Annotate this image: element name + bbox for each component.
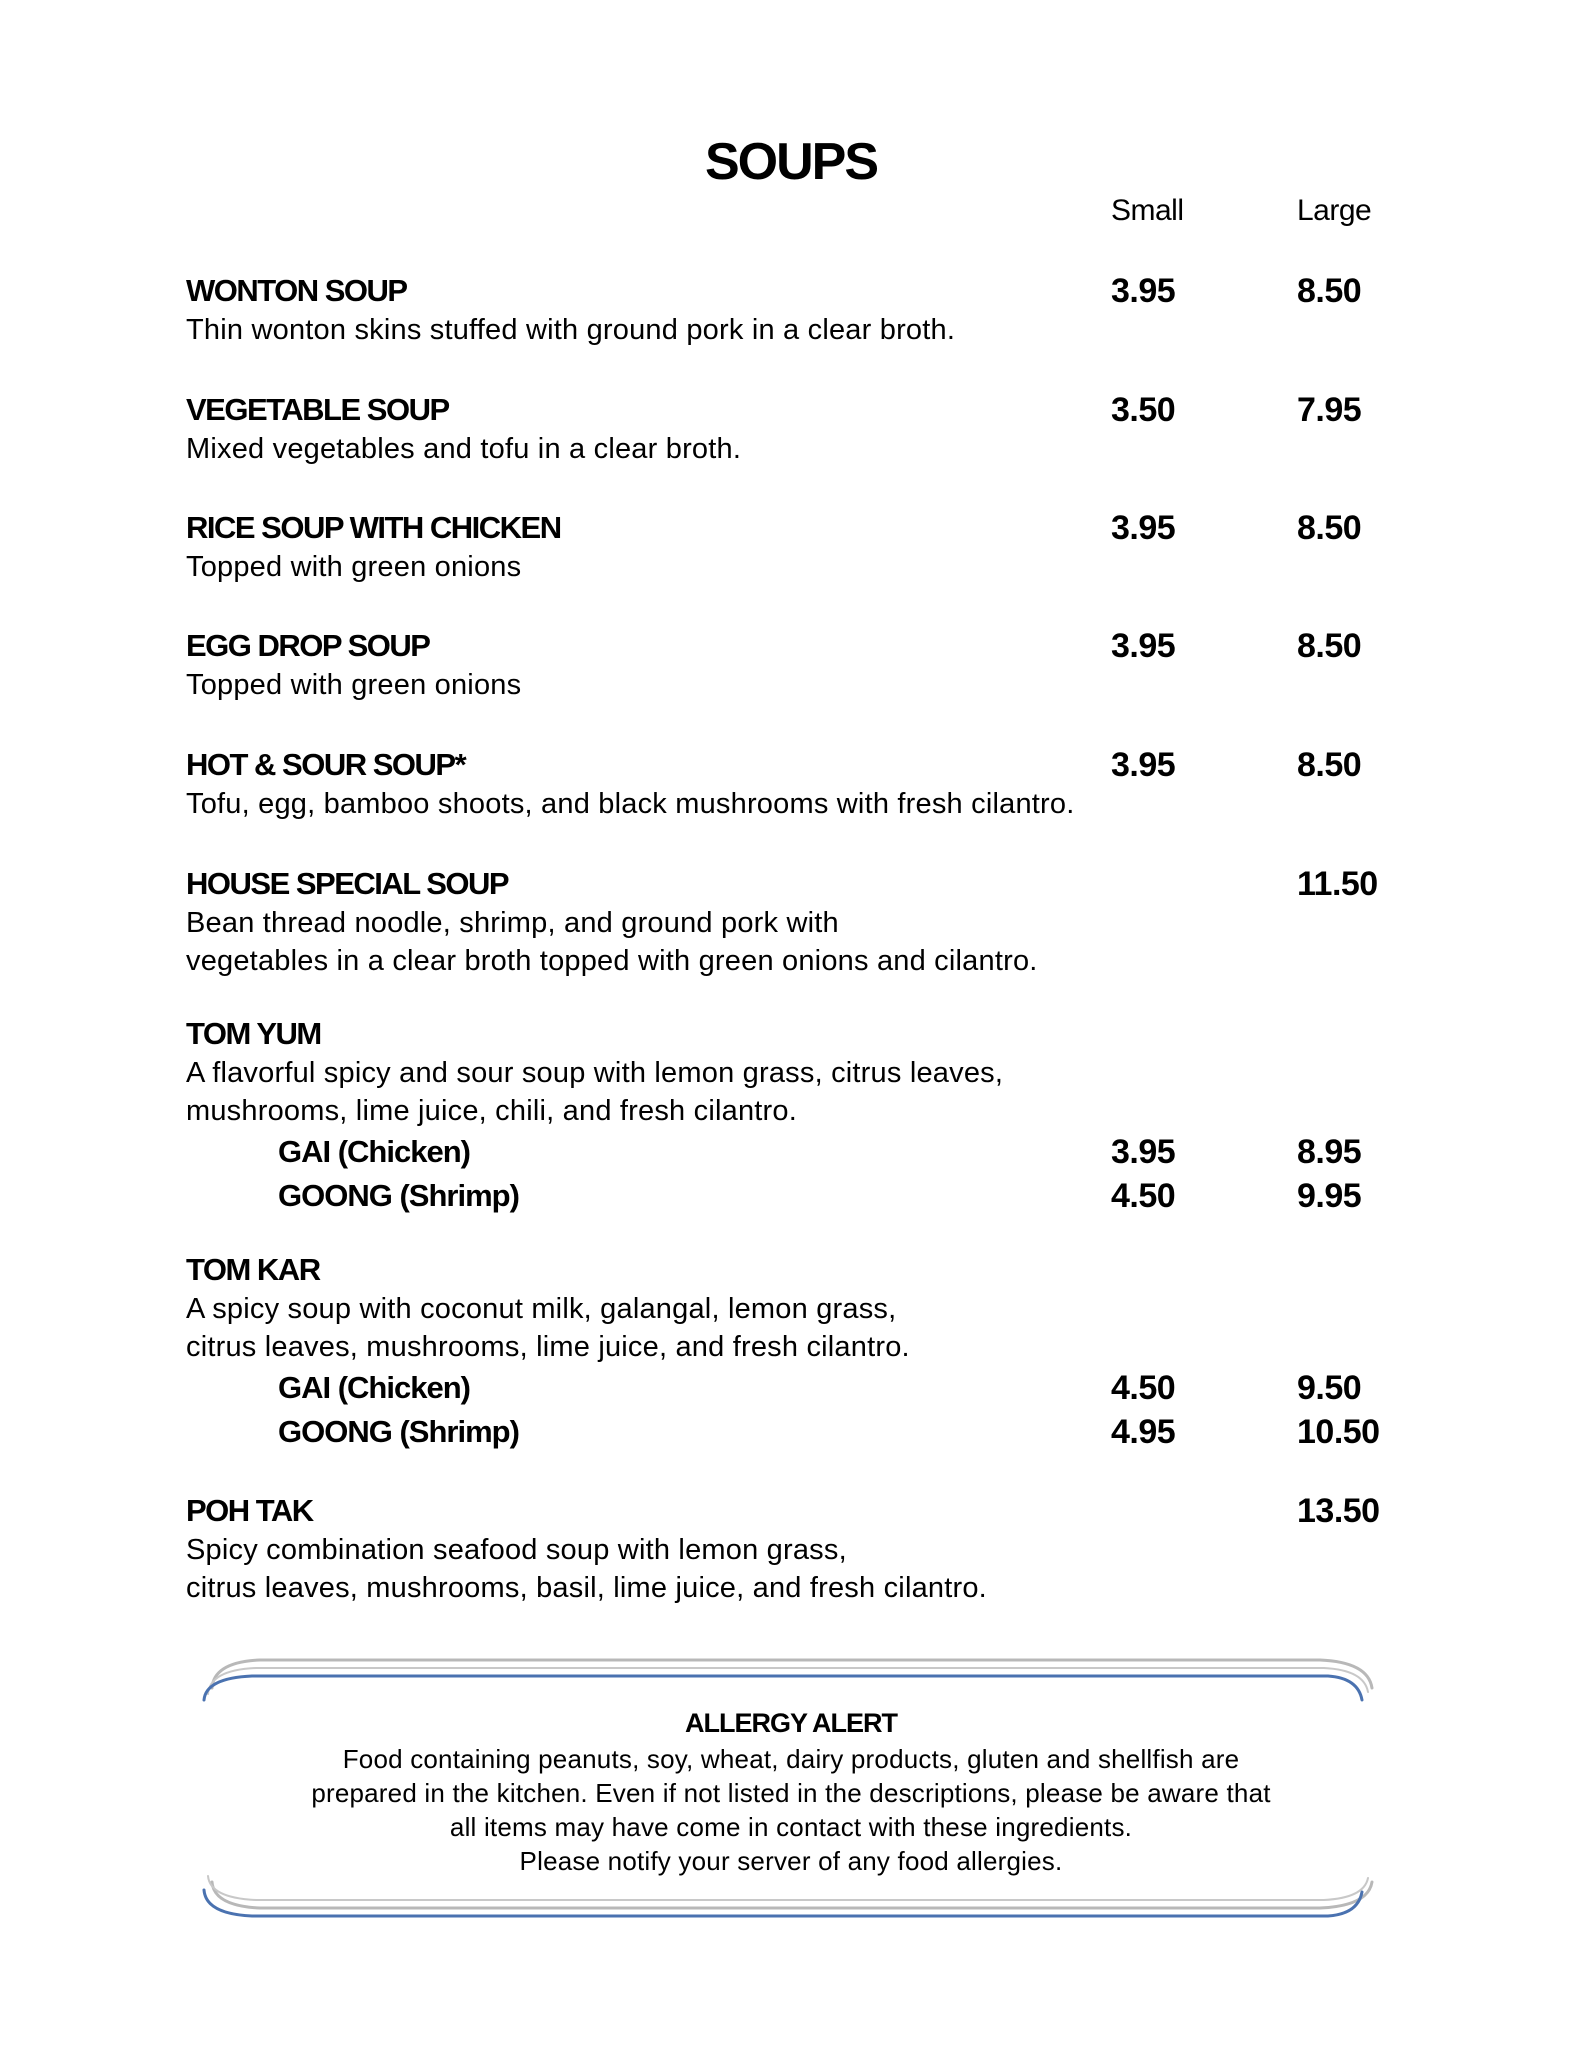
price-small: 3.95 (1111, 272, 1176, 310)
price-small: 4.50 (1111, 1177, 1176, 1215)
item-description: mushrooms, lime juice, chili, and fresh cilantro. (186, 1095, 797, 1127)
item-description: A spicy soup with coconut milk, galangal, lemon grass, (186, 1293, 897, 1325)
menu-item (186, 1014, 1436, 1218)
item-name: HOUSE SPECIAL SOUP (186, 866, 509, 901)
variant-name: GOONG (Shrimp) (278, 1178, 519, 1213)
price-large: 8.50 (1297, 746, 1362, 784)
price-large: 8.50 (1297, 272, 1362, 310)
item-name: EGG DROP SOUP (186, 628, 430, 663)
item-description: Bean thread noodle, shrimp, and ground pork with (186, 907, 839, 939)
variant-name: GOONG (Shrimp) (278, 1414, 519, 1449)
item-name: HOT & SOUR SOUP* (186, 747, 466, 782)
item-name: VEGETABLE SOUP (186, 392, 449, 427)
item-variant (186, 1410, 1436, 1454)
price-small: 3.95 (1111, 746, 1176, 784)
variant-name: GAI (Chicken) (278, 1370, 470, 1405)
price-small: 4.95 (1111, 1413, 1176, 1451)
item-description: Tofu, egg, bamboo shoots, and black mushrooms with fresh cilantro. (186, 788, 1075, 820)
price-small: 3.95 (1111, 509, 1176, 547)
item-description: Spicy combination seafood soup with lemon grass, (186, 1534, 847, 1566)
item-name: TOM KAR (186, 1252, 320, 1287)
allergy-text-line: all items may have come in contact with these ingredients. (449, 1812, 1133, 1842)
allergy-text-line: Food containing peanuts, soy, wheat, dairy products, gluten and shellfish are (342, 1744, 1240, 1774)
menu-item (186, 1250, 1436, 1454)
item-description: citrus leaves, mushrooms, lime juice, and fresh cilantro. (186, 1331, 910, 1363)
column-header-small: Small (1111, 194, 1184, 227)
price-small: 3.95 (1111, 1133, 1176, 1171)
menu-item (186, 745, 1436, 823)
menu-item (186, 626, 1436, 704)
item-description: citrus leaves, mushrooms, basil, lime juice, and fresh cilantro. (186, 1572, 987, 1604)
menu-item (186, 390, 1436, 468)
price-large: 9.50 (1297, 1369, 1362, 1407)
item-description: Topped with green onions (186, 551, 522, 583)
price-small: 3.95 (1111, 627, 1176, 665)
item-variant (186, 1130, 1436, 1174)
menu-item (186, 864, 1436, 980)
menu-item (186, 271, 1436, 349)
price-large: 8.50 (1297, 627, 1362, 665)
item-name: RICE SOUP WITH CHICKEN (186, 510, 561, 545)
price-large: 8.95 (1297, 1133, 1362, 1171)
allergy-title: ALLERGY ALERT (684, 1708, 897, 1738)
price-large: 9.95 (1297, 1177, 1362, 1215)
price-large: 8.50 (1297, 509, 1362, 547)
variant-name: GAI (Chicken) (278, 1134, 470, 1169)
item-name: TOM YUM (186, 1016, 321, 1051)
price-large: 10.50 (1297, 1413, 1380, 1451)
page-title: SOUPS (704, 133, 878, 191)
price-large: 7.95 (1297, 391, 1362, 429)
menu-item (186, 508, 1436, 586)
item-name: POH TAK (186, 1493, 313, 1528)
allergy-text-line: prepared in the kitchen. Even if not listed in the descriptions, please be aware that (311, 1778, 1271, 1808)
allergy-text-line: Please notify your server of any food allergies. (519, 1846, 1063, 1876)
column-header-large: Large (1297, 194, 1372, 227)
item-description: Mixed vegetables and tofu in a clear broth. (186, 433, 742, 465)
price-large: 11.50 (1297, 865, 1378, 903)
item-description: Topped with green onions (186, 669, 522, 701)
item-description: vegetables in a clear broth topped with green onions and cilantro. (186, 945, 1038, 977)
price-small: 3.50 (1111, 391, 1176, 429)
item-description: Thin wonton skins stuffed with ground pork in a clear broth. (186, 314, 956, 346)
allergy-alert-box (200, 1640, 1382, 1930)
item-variant (186, 1174, 1436, 1218)
price-small: 4.50 (1111, 1369, 1176, 1407)
price-large: 13.50 (1297, 1492, 1380, 1530)
item-description: A flavorful spicy and sour soup with lemon grass, citrus leaves, (186, 1057, 1004, 1089)
item-name: WONTON SOUP (186, 273, 407, 308)
item-variant (186, 1366, 1436, 1410)
menu-item (186, 1491, 1436, 1607)
